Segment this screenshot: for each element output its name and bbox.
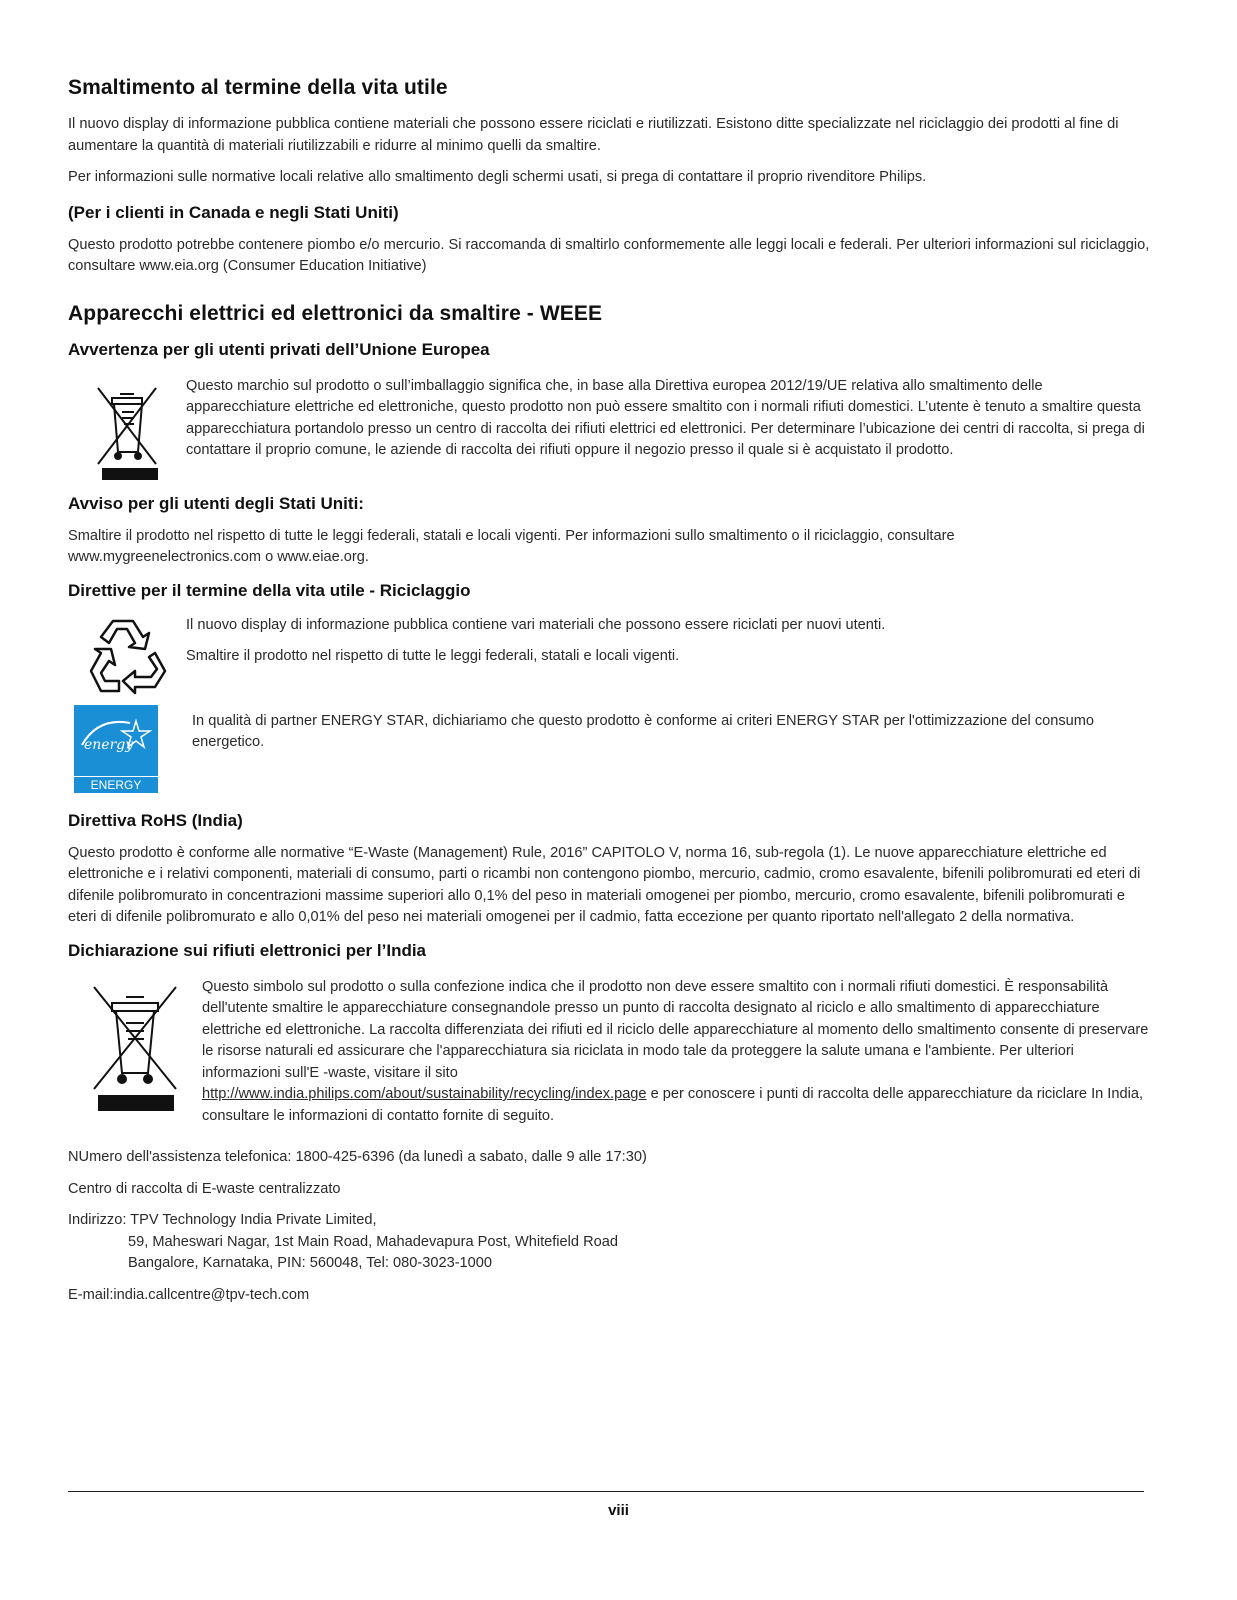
section-title-disposal: Smaltimento al termine della vita utile <box>68 76 448 99</box>
document-page <box>68 76 1150 1316</box>
india-ewaste-heading: Dichiarazione sui rifiuti elettronici per l’India <box>68 940 427 960</box>
india-ewaste-block <box>68 977 1150 1138</box>
recycling-heading: Direttive per il termine della vita utile - Riciclaggio <box>68 580 471 600</box>
collection-center: Centro di raccolta di E-waste centralizzato <box>68 1180 341 1197</box>
footer-divider <box>68 1491 1144 1492</box>
energy-script-text: energy <box>84 736 134 753</box>
eu-weee-block <box>68 376 1150 480</box>
us-users-heading: Avviso per gli utenti degli Stati Uniti: <box>68 493 364 513</box>
helpline-number: NUmero dell'assistenza telefonica: 1800-425-6396 (da lunedì a sabato, dalle 9 alle 17:30) <box>68 1149 647 1165</box>
india-ewaste-text-after: e per conoscere i punti di raccolta delle apparecchiature da riciclare In India, consultare le informazioni di contatto fornite di seguito. <box>202 1086 1144 1124</box>
address-line-2: 59, Maheswari Nagar, 1st Main Road, Mahadevapura Post, Whitefield Road <box>128 1233 618 1250</box>
india-ewaste-paragraph <box>202 977 1150 1128</box>
energy-star-badge <box>74 705 158 808</box>
rohs-heading: Direttiva RoHS (India) <box>68 810 243 830</box>
us-users-paragraph: Smaltire il prodotto nel rispetto di tutte le leggi federali, statali e locali vigenti. Per informazioni sullo smaltimento o il riciclaggio, consultare www.mygreenelectronics.com o www.eiae.org. <box>68 527 955 565</box>
energy-star-paragraph: In qualità di partner ENERGY STAR, dichiariamo che questo prodotto è conforme ai criteri ENERGY STAR per l'ottimizzazione del consumo energetico. <box>192 712 1095 750</box>
recycle-icon <box>68 615 186 701</box>
disposal-paragraph-1: Il nuovo display di informazione pubblica contiene materiali che possono essere riciclati e riutilizzati. Esistono ditte specializzate nel riciclaggio dei prodotti al fine di aumentare la quantità di materiali riutilizzabili e ridurre al minimo quelli da smaltire. <box>68 116 1119 154</box>
canada-us-heading: (Per i clienti in Canada e negli Stati Uniti) <box>68 202 399 222</box>
recycling-paragraph-1: Il nuovo display di informazione pubblica contiene vari materiali che possono essere riciclati per nuovi utenti. <box>186 616 886 633</box>
address-line-1: Indirizzo: TPV Technology India Private Limited, <box>68 1212 377 1228</box>
rohs-paragraph: Questo prodotto è conforme alle normative “E-Waste (Management) Rule, 2016” CAPITOLO V, norma 16, sub-regola (1). Le nuove apparecchiature elettriche ed elettroniche e i relativi componenti, materiali di consumo, parti o ricambi non contengono piombo, mercurio, cadmio, cromo esavalente, bifenili polibromurati ed eteri di difenile polibromurato in concentrazioni massime superiori allo 0,1% del peso in materiali omogenei per piombo, mercurio, cromo esavalente, bifenili polibromurati e eteri di difenile polibromurato e allo 0,01% del peso nei materiali omogenei per il cadmio, fatta eccezione per quanto riportato nell'allegato 2 della normativa. <box>68 844 1141 925</box>
section-title-weee: Apparecchi elettrici ed elettronici da smaltire - WEEE <box>68 301 603 325</box>
contact-email: E-mail:india.callcentre@tpv-tech.com <box>68 1286 310 1303</box>
weee-bin-icon-india <box>68 977 202 1111</box>
address-block <box>68 1210 1150 1275</box>
eu-weee-text: Questo marchio sul prodotto o sull’imballaggio significa che, in base alla Direttiva europea 2012/19/UE relativa allo smaltimento delle apparecchiature elettriche ed elettroniche, questo prodotto non può essere smaltito con i normali rifiuti domestici. L’utente è tenuto a smaltire questa apparecchiatura portandolo presso un centro di raccolta dei rifiuti elettrici ed elettronici. Per determinare l’ubicazione dei centri di raccolta, si prega di contattare il proprio comune, le aziende di raccolta dei rifiuti oppure il negozio presso il quale si è acquistato il prodotto. <box>186 377 1145 458</box>
disposal-paragraph-2: Per informazioni sulle normative locali relative allo smaltimento degli schermi usati, si prega di contattare il proprio rivenditore Philips. <box>68 169 927 185</box>
weee-bin-icon <box>68 376 186 480</box>
recycling-block <box>68 615 1150 701</box>
address-line-3: Bangalore, Karnataka, PIN: 560048, Tel: 080-3023-1000 <box>128 1255 493 1271</box>
energy-star-logo <box>68 705 192 808</box>
eu-users-heading: Avvertenza per gli utenti privati dell’Unione Europea <box>68 339 490 359</box>
india-ewaste-text: Questo simbolo sul prodotto o sulla confezione indica che il prodotto non deve essere smaltito con i normali rifiuti domestici. È responsabilità dell'utente smaltire le apparecchiature consegnandole presso un punto di raccolta designato al riciclo e allo smaltimento di apparecchiature elettriche ed elettroniche. La raccolta differenziata dei rifiuti ed il riciclo delle apparecchiature al momento dello smaltimento consente di preservare le risorse naturali ed assicurare che l'apparecchiatura sia riciclata in modo tale da proteggere la salute umana e l'ambiente. Per ulteriori informazioni sull'E -waste, visitare il sito <box>202 978 1149 1081</box>
energy-star-icon <box>78 713 154 761</box>
energy-star-block <box>68 705 1150 808</box>
philips-recycling-link[interactable]: http://www.india.philips.com/about/sustainability/recycling/index.page <box>202 1086 647 1102</box>
page-number: viii <box>608 1502 629 1519</box>
recycling-paragraph-2: Smaltire il prodotto nel rispetto di tutte le leggi federali, statali e locali vigenti. <box>186 648 680 664</box>
canada-us-paragraph: Questo prodotto potrebbe contenere piombo e/o mercurio. Si raccomanda di smaltirlo conformemente alle leggi locali e federali. Per ulteriori informazioni sul riciclaggio, consultare www.eia.org (Consumer Education Initiative) <box>68 236 1150 274</box>
energy-star-label: ENERGY STAR <box>74 776 158 793</box>
